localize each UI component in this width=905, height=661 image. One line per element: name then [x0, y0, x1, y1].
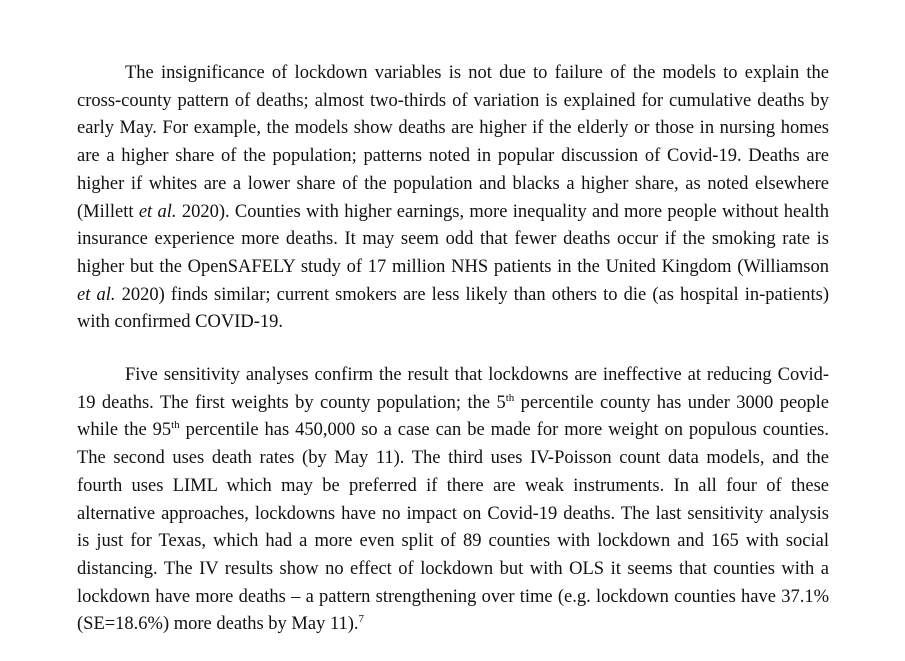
footnote-marker: 7 — [358, 613, 365, 626]
paragraph-text: Five sensitivity analyses confirm the result that lockdowns are ineffective at reducing Covid-19 deaths. The first weights by county population; the 5 — [77, 365, 829, 413]
paragraph-lockdown-insignificance — [77, 60, 829, 337]
paragraph-text: 2020) finds similar; current smokers are less likely than others to die (as hospital in-patients) with confirmed COVID-19. — [77, 284, 829, 333]
citation-et-al: et al. — [77, 284, 116, 305]
paragraph-sensitivity-analyses — [77, 362, 829, 639]
ordinal-superscript: th — [505, 391, 515, 404]
paragraph-text: 2020). Counties with higher earnings, more inequality and more people without health insurance experience more deaths. It may seem odd that fewer deaths occur if the smoking rate is higher but the OpenSAFELY study of 17 million NHS patients in the United Kingdom (Williamson — [77, 201, 830, 277]
paragraph-text: percentile county has under 3000 people while the 95 — [77, 392, 830, 441]
ordinal-superscript: th — [171, 419, 180, 432]
paragraph-text: percentile has 450,000 so a case can be made for more weight on populous counties. The second uses death rates (by May 11). The third uses IV-Poisson count data models, and the fourth uses LIML which may be preferred if there are weak instruments. In all four of these alternative approaches, lockdowns have no impact on Covid-19 deaths. The last sensitivity analysis is just for Texas, which had a more even split of 89 counties with lockdown and 165 with social distancing. The IV results show no effect of lockdown but with OLS it seems that counties with a lockdown have more deaths – a pattern strengthening over time (e.g. lockdown counties have 37.1% (SE=18.6%) more deaths by May 11). — [77, 420, 830, 635]
citation-et-al: et al. — [138, 201, 177, 222]
paragraph-text: The insignificance of lockdown variables is not due to failure of the models to explain the cross-county pattern of deaths; almost two-thirds of variation is explained for cumulative deaths by early May. For example, the models show deaths are higher if the elderly or those in nursing homes are a higher share of the population; patterns noted in popular discussion of Covid-19. Deaths are higher if whites are a lower share of the population and blacks a higher share, as noted elsewhere (Millett — [77, 63, 829, 222]
